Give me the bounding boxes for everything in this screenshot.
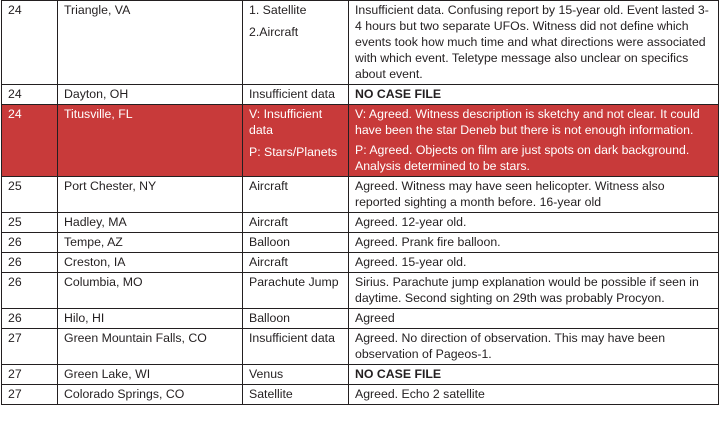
evaluation-cell: Aircraft — [243, 253, 349, 273]
evaluation-cell: Venus — [243, 365, 349, 385]
notes-cell: Agreed. Prank fire balloon. — [349, 233, 719, 253]
table-row — [2, 329, 719, 365]
date-cell: 26 — [2, 253, 58, 273]
date-cell: 24 — [2, 1, 58, 85]
date-cell: 25 — [2, 213, 58, 233]
notes-cell: Agreed. 12-year old. — [349, 213, 719, 233]
location-cell: Triangle, VA — [58, 1, 243, 85]
table-row — [2, 385, 719, 405]
table-row — [2, 1, 719, 85]
date-cell: 24 — [2, 105, 58, 177]
evaluation-cell: Balloon — [243, 233, 349, 253]
date-cell: 24 — [2, 85, 58, 105]
date-cell: 27 — [2, 385, 58, 405]
evaluation-line: 1. Satellite — [249, 3, 307, 17]
evaluation-line: V: Insufficient data — [249, 107, 323, 137]
date-cell: 27 — [2, 365, 58, 385]
table-row — [2, 233, 719, 253]
date-cell: 25 — [2, 177, 58, 213]
date-cell: 26 — [2, 309, 58, 329]
location-cell: Tempe, AZ — [58, 233, 243, 253]
evaluation-cell: Insufficient data — [243, 85, 349, 105]
notes-cell — [349, 105, 719, 177]
table-row — [2, 365, 719, 385]
notes-cell: Agreed. No direction of observation. This may have been observation of Pageos-1. — [349, 329, 719, 365]
location-cell: Dayton, OH — [58, 85, 243, 105]
notes-cell: Agreed — [349, 309, 719, 329]
evaluation-cell: Insufficient data — [243, 329, 349, 365]
evaluation-cell: Balloon — [243, 309, 349, 329]
evaluation-cell: Aircraft — [243, 177, 349, 213]
sightings-table — [1, 0, 719, 405]
table-row — [2, 253, 719, 273]
evaluation-line: 2.Aircraft — [249, 25, 299, 39]
location-cell: Green Mountain Falls, CO — [58, 329, 243, 365]
table-row — [2, 309, 719, 329]
location-cell: Hilo, HI — [58, 309, 243, 329]
evaluation-cell: Satellite — [243, 385, 349, 405]
table-row-highlighted — [2, 105, 719, 177]
evaluation-cell — [243, 1, 349, 85]
evaluation-cell: Parachute Jump — [243, 273, 349, 309]
evaluation-cell — [243, 105, 349, 177]
date-cell: 27 — [2, 329, 58, 365]
location-cell: Creston, IA — [58, 253, 243, 273]
notes-cell: NO CASE FILE — [349, 365, 719, 385]
location-cell: Columbia, MO — [58, 273, 243, 309]
table-row — [2, 177, 719, 213]
date-cell: 26 — [2, 273, 58, 309]
location-cell: Titusville, FL — [58, 105, 243, 177]
date-cell: 26 — [2, 233, 58, 253]
notes-cell: Agreed. Witness may have seen helicopter. Witness also reported sighting a month before. 16-year old — [349, 177, 719, 213]
notes-cell: NO CASE FILE — [349, 85, 719, 105]
notes-cell: Sirius. Parachute jump explanation would be possible if seen in daytime. Second sighting on 29th was probably Procyon. — [349, 273, 719, 309]
table-row — [2, 213, 719, 233]
notes-cell: Agreed. 15-year old. — [349, 253, 719, 273]
table-row — [2, 273, 719, 309]
evaluation-cell: Aircraft — [243, 213, 349, 233]
table-row — [2, 85, 719, 105]
notes-paragraph: V: Agreed. Witness description is sketchy and not clear. It could have been the star Deneb but there is not enough information. — [355, 107, 700, 137]
location-cell: Green Lake, WI — [58, 365, 243, 385]
notes-paragraph: P: Agreed. Objects on film are just spots on dark background. Analysis determined to be stars. — [355, 143, 690, 173]
notes-cell: Insufficient data. Confusing report by 15-year old. Event lasted 3-4 hours but two separate UFOs. Witness did not define which events took how much time and what directions were associated with which event. Teletype message also unclear on specifics about event. — [349, 1, 719, 85]
location-cell: Hadley, MA — [58, 213, 243, 233]
location-cell: Port Chester, NY — [58, 177, 243, 213]
evaluation-line: P: Stars/Planets — [249, 145, 338, 159]
notes-cell: Agreed. Echo 2 satellite — [349, 385, 719, 405]
location-cell: Colorado Springs, CO — [58, 385, 243, 405]
